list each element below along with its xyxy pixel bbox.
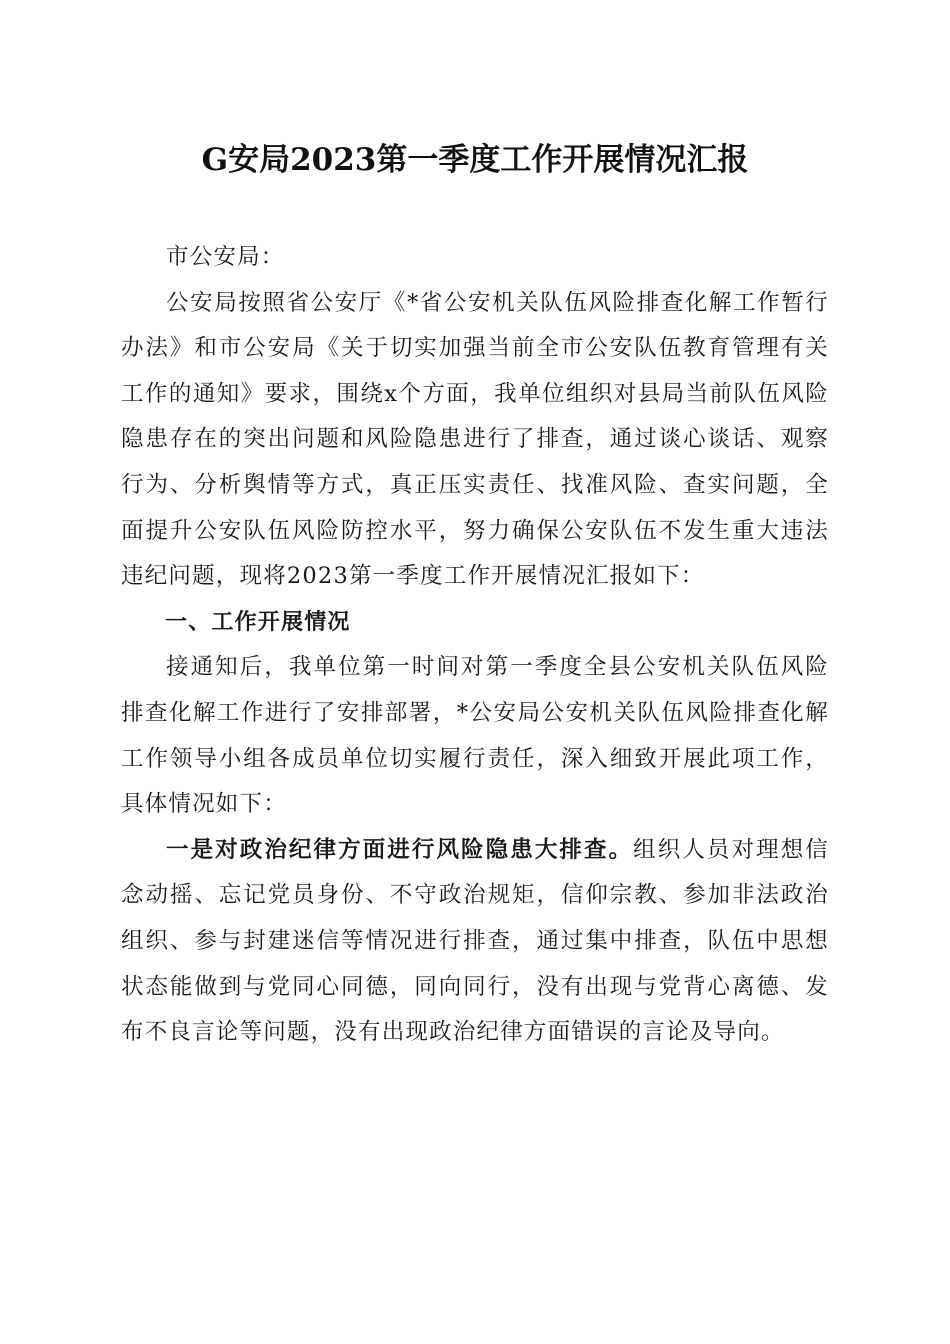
section-heading-work-progress: 一、工作开展情况 bbox=[165, 609, 351, 635]
document-title: G安局2023第一季度工作开展情况汇报 bbox=[201, 142, 749, 178]
item1-lead: 一是对政治纪律方面进行风险隐患大排查。 bbox=[166, 836, 634, 863]
section1-paragraph: 接通知后，我单位第一时间对第一季度全县公安机关队伍风险排查化解工作进行了安排部署，*公安局公安机关队伍风险排查化解工作领导小组各成员单位切实履行责任，深入细致开展此项工作，具体情况如下： bbox=[121, 654, 829, 818]
document-body bbox=[121, 235, 829, 1056]
item1-text: 组织人员对理想信念动摇、忘记党员身份、不守政治规矩，信仰宗教、参加非法政治组织、参与封建迷信等情况进行排查，通过集中排查，队伍中思想状态能做到与党同心同德，同向同行，没有出现与党背心离德、发布不良言论等问题，没有出现政治纪律方面错误的言论及导向。 bbox=[121, 836, 829, 1046]
item1-paragraph bbox=[121, 828, 829, 1056]
intro-paragraph: 公安局按照省公安厅《*省公安机关队伍风险排查化解工作暂行办法》和市公安局《关于切实加强当前全市公安队伍教育管理有关工作的通知》要求，围绕x个方面，我单位组织对县局当前队伍风险隐患存在的突出问题和风险隐患进行了排查，通过谈心谈话、观察行为、分析舆情等方式，真正压实责任、找准风险、查实问题，全面提升公安队伍风险防控水平，努力确保公安队伍不发生重大违法违纪问题，现将2023第一季度工作开展情况汇报如下： bbox=[121, 289, 829, 590]
salutation: 市公安局： bbox=[166, 244, 285, 270]
